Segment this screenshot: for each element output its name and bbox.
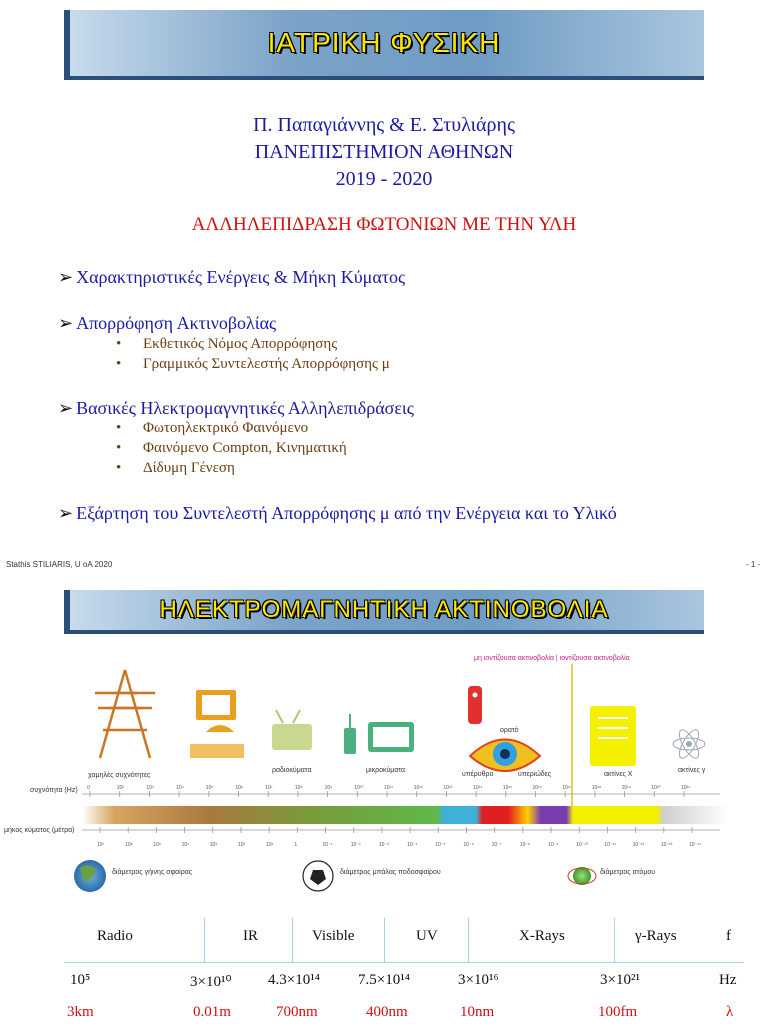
axis-tick-label: 10¹ (266, 842, 274, 848)
band-label: ακτίνες Χ (604, 771, 633, 778)
axis-tick-label: 10⁻⁸ (519, 842, 531, 848)
subtopic-label: Φαινόμενο Compton, Κινηματική (143, 440, 347, 456)
table-rule (64, 962, 744, 963)
table-header: f (726, 928, 731, 944)
axis-tick-label: 10⁵ (153, 842, 162, 848)
bullet-dot-icon: • (116, 460, 122, 476)
slide-title: ΙΑΤΡΙΚΗ ΦΥΣΙΚΗ (267, 27, 501, 58)
ionizing-note: μη ιοντίζουσα ακτινοβολία | ιοντίζουσα ακτινοβολία (474, 655, 630, 662)
axis-tick-label: 10⁻¹¹ (604, 842, 616, 848)
academic-year: 2019 - 2020 (335, 168, 433, 190)
axis-tick-label: 10¹⁴ (473, 785, 483, 791)
atom-sphere-icon (573, 867, 591, 885)
axis-tick-label: 0 (87, 785, 90, 791)
band-label: υπεριώδες (518, 771, 552, 778)
axis-tick-label: 10²¹ (681, 785, 690, 791)
axis-tick-label: 10⁷ (265, 785, 273, 791)
em-spectrum-diagram (0, 648, 768, 910)
axis-tick-label: 10¹⁵ (502, 785, 513, 791)
power-tower-icon (95, 670, 155, 758)
wavelength-value: 700nm (276, 1004, 318, 1020)
authors: Π. Παπαγιάννης & Ε. Στυλιάρης (253, 114, 515, 136)
frequency-value: 3×10²¹ (600, 972, 640, 988)
table-header: X-Rays (519, 928, 565, 944)
table-divider (384, 918, 385, 962)
axis-tick-label: 10⁹ (324, 785, 333, 791)
band-label: μικροκύματα (366, 767, 406, 774)
wavelength-axis-label: μήκος κύματος (μέτρα) (4, 827, 75, 834)
axis-tick-label: 10⁻⁵ (435, 842, 446, 848)
axis-tick-label: 10⁻¹ (322, 842, 333, 848)
band-label: υπέρυθρο (462, 771, 494, 778)
axis-tick-label: 10⁻¹² (632, 842, 645, 848)
scale-label: διάμετρος μπάλας ποδοσφαίρου (340, 869, 441, 876)
band-label: ορατό (500, 727, 519, 734)
title-banner (64, 10, 704, 80)
arrow-bullet-icon: ➢ (58, 267, 74, 287)
lecture-subtitle: ΑΛΛΗΛΕΠΙΔΡΑΣΗ ΦΩΤΟΝΙΩΝ ΜΕ ΤΗΝ ΥΛΗ (191, 214, 577, 235)
wavelength-symbol: λ (726, 1004, 734, 1020)
frequency-axis-label: συχνότητα (Hz) (30, 787, 78, 794)
topic-label: Εξάρτηση του Συντελεστή Απορρόφησης μ από την Ενέργεια και το Υλικό (76, 503, 617, 523)
axis-tick-label: 1 (294, 842, 298, 848)
topic-item (58, 313, 276, 334)
bullet-dot-icon: • (116, 356, 122, 372)
topic-label: Απορρόφηση Ακτινοβολίας (76, 313, 277, 333)
band-label: ραδιοκύματα (272, 767, 312, 774)
frequency-value: 10⁵ (70, 972, 91, 988)
frequency-ticks (87, 785, 690, 797)
axis-tick-label: 10²⁰ (651, 785, 661, 791)
axis-tick-label: 10² (116, 785, 124, 791)
xray-icon (590, 706, 636, 766)
frequency-value: 3×10¹⁶ (458, 972, 499, 988)
topic-item (58, 267, 405, 288)
bullet-dot-icon: • (116, 420, 122, 436)
bullet-dot-icon: • (116, 336, 122, 352)
arrow-bullet-icon: ➢ (58, 313, 74, 333)
axis-tick-label: 10¹⁷ (562, 785, 572, 791)
axis-tick-label: 10⁻² (350, 842, 361, 848)
wavelength-value: 0.01m (193, 1004, 231, 1020)
frequency-unit: Hz (719, 972, 737, 988)
frequency-value: 4.3×10¹⁴ (268, 972, 320, 988)
subtopic-label: Εκθετικός Νόμος Απορρόφησης (143, 336, 338, 352)
axis-tick-label: 10⁸ (294, 785, 303, 791)
axis-tick-label: 10¹⁸ (591, 785, 602, 791)
table-header: IR (243, 928, 258, 944)
table-header: UV (416, 928, 438, 944)
axis-tick-label: 10⁴ (181, 842, 190, 848)
title-banner-2 (64, 590, 704, 634)
subtopic-item (116, 460, 235, 477)
axis-tick-label: 10⁻⁴ (407, 842, 418, 848)
axis-tick-label: 10⁷ (97, 842, 105, 848)
subtopic-label: Γραμμικός Συντελεστής Απορρόφησης μ (143, 356, 390, 372)
banner-edge (64, 590, 70, 630)
table-divider (204, 918, 205, 962)
footer-author: Stathis STILIARIS, U oA 2020 (6, 560, 113, 569)
subtopic-item (116, 336, 338, 353)
arrow-bullet-icon: ➢ (58, 503, 74, 523)
table-divider (614, 918, 615, 962)
remote-control-icon (468, 686, 482, 724)
axis-tick-label: 10⁻¹⁰ (576, 842, 589, 848)
radio-icon (272, 710, 312, 750)
wavelength-value: 3km (67, 1004, 94, 1020)
axis-tick-label: 10⁻⁷ (491, 842, 502, 848)
axis-tick-label: 10⁻⁶ (463, 842, 474, 848)
axis-tick-label: 10⁴ (176, 785, 184, 791)
scale-label: διάμετρος ατόμου (600, 869, 656, 876)
axis-tick-label: 10⁻¹³ (660, 842, 673, 848)
axis-tick-label: 10⁻³ (378, 842, 389, 848)
bullet-dot-icon: • (116, 440, 122, 456)
axis-tick-label: 10³ (146, 785, 154, 791)
topic-label: Χαρακτηριστικές Ενέργεις & Μήκη Κύματος (76, 267, 406, 287)
table-divider (292, 918, 293, 962)
banner-edge (64, 10, 70, 76)
axis-tick-label: 10² (237, 842, 246, 848)
table-header: Radio (97, 928, 133, 944)
wavelength-value: 10nm (460, 1004, 495, 1020)
axis-tick-label: 10¹⁹ (621, 785, 631, 791)
subtopic-item (116, 420, 309, 437)
subtopic-item (116, 356, 390, 373)
computer-icon (190, 690, 244, 758)
page-number: - 1 - (746, 560, 761, 569)
axis-tick-label: 10⁻¹⁴ (689, 842, 702, 848)
wavelength-value: 100fm (598, 1004, 638, 1020)
subtopic-label: Φωτοηλεκτρικό Φαινόμενο (143, 420, 309, 436)
axis-tick-label: 10¹² (413, 785, 423, 791)
topic-item (58, 398, 414, 419)
axis-tick-label: 10³ (209, 842, 217, 848)
axis-tick-label: 10¹⁶ (532, 785, 542, 791)
axis-tick-label: 10¹⁰ (354, 785, 364, 791)
slide-header-info (0, 112, 768, 193)
frequency-value: 3×10¹⁰ (190, 974, 232, 990)
topic-item (58, 503, 617, 524)
phone-microwave-icon (344, 714, 414, 754)
frequency-value: 7.5×10¹⁴ (358, 972, 410, 988)
axis-tick-label: 10⁶ (125, 842, 133, 848)
subtopic-item (116, 440, 347, 457)
scale-label: διάμετρος γήινης σφαίρας (112, 869, 193, 876)
axis-tick-label: 10⁵ (205, 785, 214, 791)
axis-tick-label: 10⁶ (235, 785, 244, 791)
subtopic-label: Δίδυμη Γένεση (143, 460, 235, 476)
band-label: ακτίνες γ (678, 767, 706, 774)
table-header: Visible (312, 928, 355, 944)
university: ΠΑΝΕΠΙΣΤΗΜΙΟΝ ΑΘΗΝΩΝ (254, 141, 514, 163)
wavelength-value: 400nm (366, 1004, 408, 1020)
atom-icon (673, 727, 705, 761)
axis-tick-label: 10¹¹ (384, 785, 393, 791)
table-divider (468, 918, 469, 962)
topic-label: Βασικές Ηλεκτρομαγνητικές Αλληλεπιδράσεις (76, 398, 414, 418)
table-header: γ-Rays (635, 928, 677, 944)
axis-tick-label: 10¹³ (443, 785, 453, 791)
arrow-bullet-icon: ➢ (58, 398, 74, 418)
axis-tick-label: 10⁻⁹ (548, 842, 559, 848)
band-label: χαμηλές συχνότητες (88, 772, 151, 779)
spectrum-band (82, 806, 728, 824)
eye-icon (470, 740, 540, 772)
slide-title-2: ΗΛΕΚΤΡΟΜΑΓΝΗΤΙΚΗ ΑΚΤΙΝΟΒΟΛΙΑ (159, 596, 609, 623)
